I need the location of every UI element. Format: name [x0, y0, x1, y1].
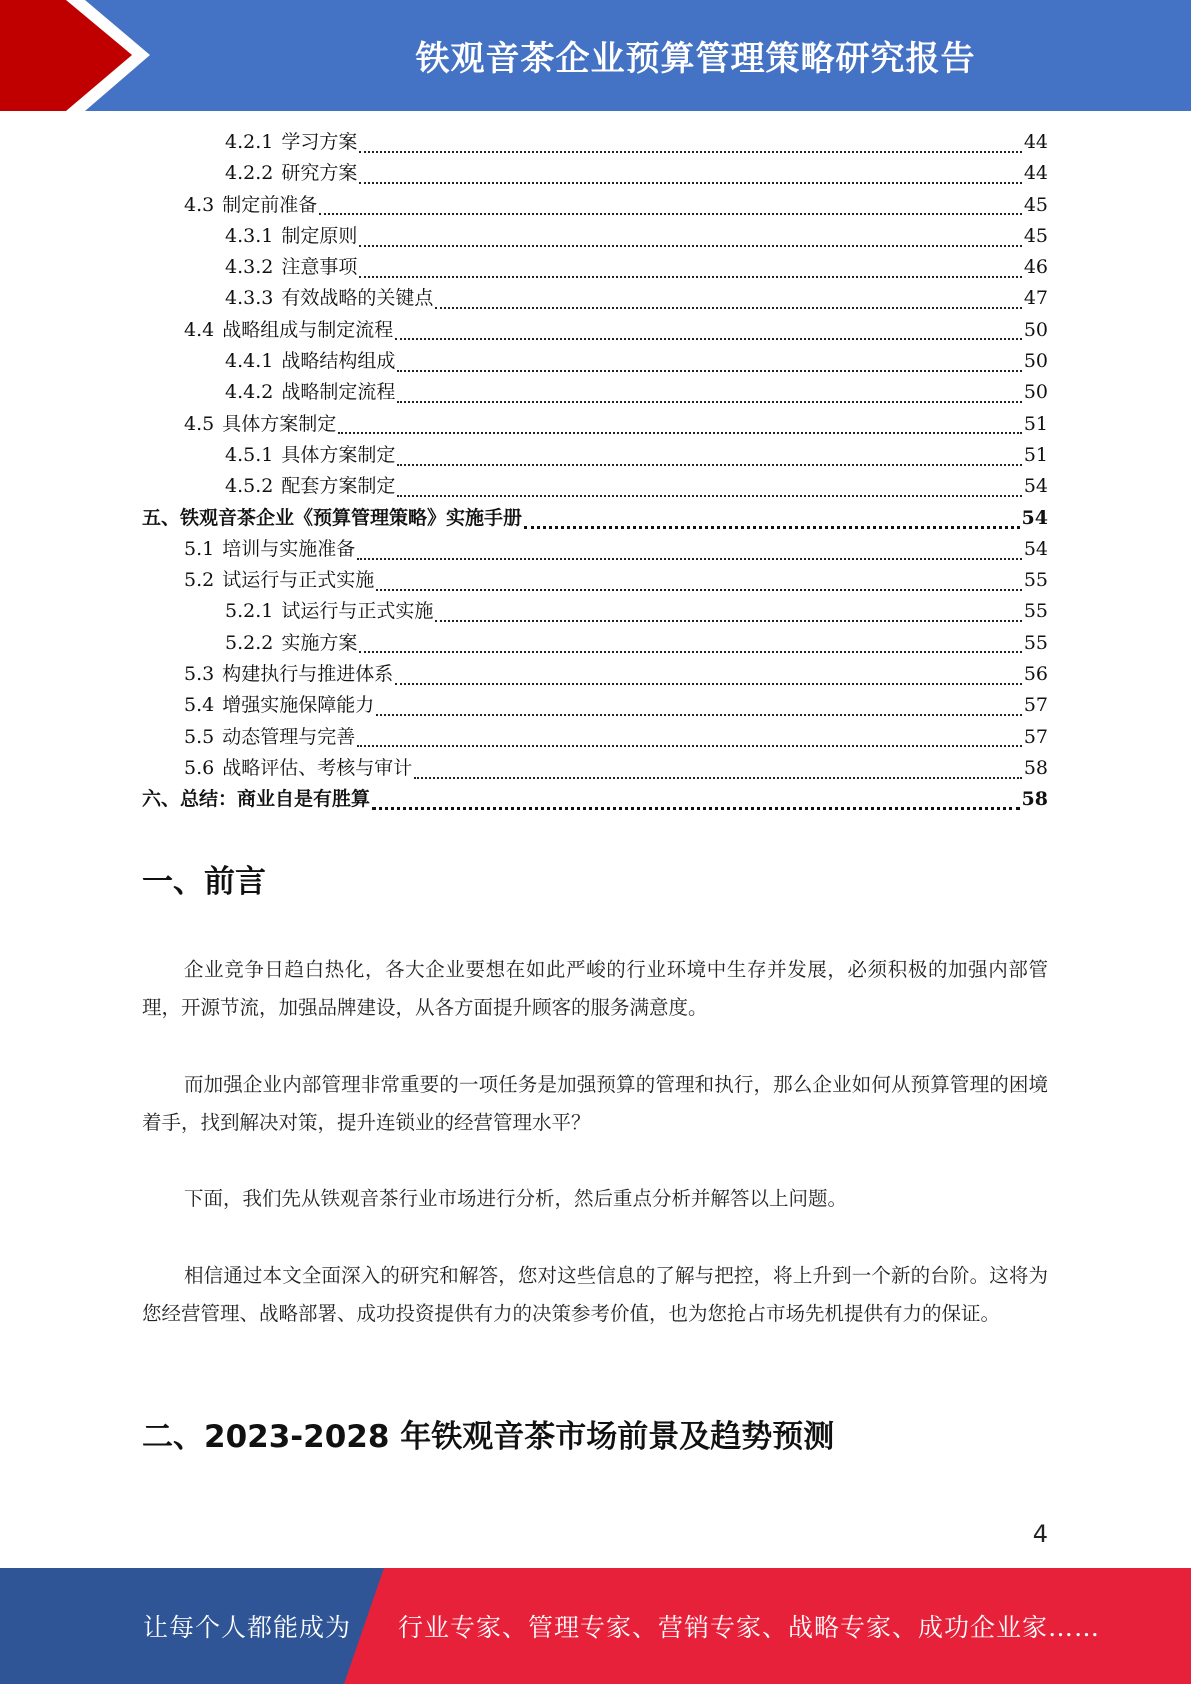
toc-entry-title: 战略结构组成 — [281, 350, 396, 373]
toc-entry-number: 5.2.2 — [225, 631, 274, 654]
toc-entry-title: 战略制定流程 — [281, 381, 396, 404]
toc-leader-dots — [359, 245, 1021, 247]
toc-entry-title: 学习方案 — [281, 131, 358, 153]
paragraph: 相信通过本文全面深入的研究和解答，您对这些信息的了解与把控，将上升到一个新的台阶。这将为您经营管理、战略部署、成功投资提供有力的决策参考价值，也为您抢占市场先机提供有力的保证。 — [142, 1264, 1048, 1325]
toc-entry-title: 战略组成与制定流程 — [222, 318, 394, 341]
toc-entry-number: 六、 — [142, 788, 181, 811]
toc-entry[interactable] — [142, 440, 1048, 471]
toc-entry-title: 制定前准备 — [222, 193, 318, 216]
toc-leader-dots — [319, 213, 1022, 215]
toc-leader-dots — [357, 745, 1022, 747]
toc-leader-dots — [435, 307, 1021, 309]
toc-entry-title: 动态管理与完善 — [222, 725, 356, 748]
toc-entry-page: 51 — [1023, 443, 1048, 466]
toc-entry[interactable] — [142, 628, 1048, 659]
toc-leader-dots — [397, 495, 1021, 497]
paragraph: 下面，我们先从铁观音茶行业市场进行分析，然后重点分析并解答以上问题。 — [184, 1187, 848, 1210]
toc-leader-dots — [395, 683, 1022, 685]
footer-slogan-left: 让每个人都能成为 — [143, 1613, 352, 1642]
page-footer — [0, 1568, 1191, 1684]
toc-entry-page: 44 — [1023, 162, 1048, 185]
toc-entry[interactable] — [142, 127, 1048, 158]
toc-entry-number: 4.3.3 — [225, 287, 274, 310]
toc-entry[interactable] — [142, 534, 1048, 565]
toc-entry-number: 5.1 — [184, 537, 215, 560]
toc-entry[interactable] — [142, 690, 1048, 721]
toc-entry-title: 试运行与正式实施 — [281, 600, 434, 623]
page-number: 4 — [1032, 1520, 1048, 1548]
toc-leader-dots — [359, 651, 1021, 653]
toc-entry-page: 50 — [1023, 318, 1048, 341]
toc-entry-page: 55 — [1023, 600, 1048, 623]
toc-entry-number: 4.3 — [184, 193, 215, 216]
toc-entry-number: 4.5.2 — [225, 475, 274, 498]
toc-entry[interactable] — [142, 409, 1048, 440]
toc-entry-page: 58 — [1023, 756, 1048, 779]
toc-leader-dots — [359, 276, 1021, 278]
section-heading-preface: 一、前言 — [142, 864, 266, 900]
toc-entry-number: 5.2.1 — [225, 600, 274, 623]
toc-entry-page: 45 — [1023, 224, 1048, 247]
toc-entry[interactable] — [142, 221, 1048, 252]
toc-entry[interactable] — [142, 784, 1048, 815]
toc-entry-number: 5.6 — [184, 756, 215, 779]
toc-entry-page: 44 — [1023, 131, 1048, 153]
toc-entry-title: 具体方案制定 — [222, 412, 337, 435]
paragraph: 而加强企业内部管理非常重要的一项任务是加强预算的管理和执行，那么企业如何从预算管理的困境着手，找到解决对策，提升连锁业的经营管理水平？ — [142, 1073, 1048, 1134]
toc-entry-number: 五、 — [142, 506, 181, 529]
toc-entry-page: 54 — [1021, 506, 1048, 529]
toc-entry-number: 4.4 — [184, 318, 215, 341]
toc-entry-title: 配套方案制定 — [281, 475, 396, 498]
toc-leader-dots — [397, 464, 1021, 466]
toc-entry-number: 5.5 — [184, 725, 215, 748]
toc-entry-title: 战略评估、考核与审计 — [222, 756, 413, 779]
toc-entry[interactable] — [142, 503, 1048, 534]
toc-entry-page: 46 — [1023, 256, 1048, 279]
toc-entry-page: 50 — [1023, 350, 1048, 373]
toc-entry-number: 5.3 — [184, 663, 215, 686]
toc-entry[interactable] — [142, 190, 1048, 221]
header-arrow-decoration — [0, 0, 160, 111]
toc-entry-title: 实施方案 — [281, 631, 358, 654]
toc-entry-number: 4.3.2 — [225, 256, 274, 279]
paragraph: 企业竞争日趋白热化，各大企业要想在如此严峻的行业环境中生存并发展，必须积极的加强内部管理，开源节流，加强品牌建设，从各方面提升顾客的服务满意度。 — [142, 958, 1048, 1019]
toc-entry-page: 58 — [1021, 788, 1048, 811]
toc-leader-dots — [414, 777, 1022, 779]
toc-entry-page: 45 — [1023, 193, 1048, 216]
toc-entry-number: 5.2 — [184, 569, 215, 592]
toc-entry-page: 55 — [1023, 631, 1048, 654]
toc-leader-dots — [395, 338, 1022, 340]
toc-entry-title: 增强实施保障能力 — [222, 694, 375, 717]
toc-entry-number: 4.4.1 — [225, 350, 274, 373]
toc-entry-number: 4.5.1 — [225, 443, 274, 466]
toc-entry[interactable] — [142, 471, 1048, 502]
toc-leader-dots — [435, 620, 1021, 622]
toc-leader-dots — [357, 558, 1022, 560]
toc-entry-page: 54 — [1023, 475, 1048, 498]
toc-leader-dots — [338, 432, 1022, 434]
document-title: 铁观音茶企业预算管理策略研究报告 — [415, 39, 976, 79]
page-header — [0, 0, 1191, 111]
toc-entry-number: 4.4.2 — [225, 381, 274, 404]
toc-entry-page: 47 — [1023, 287, 1048, 310]
toc-entry[interactable] — [142, 753, 1048, 784]
toc-entry-title: 试运行与正式实施 — [222, 569, 375, 592]
toc-entry-number: 5.4 — [184, 694, 215, 717]
toc-entry-title: 具体方案制定 — [281, 443, 396, 466]
toc-entry[interactable] — [142, 565, 1048, 596]
toc-entry-title: 制定原则 — [281, 224, 358, 247]
toc-entry-number: 4.2.1 — [225, 131, 274, 153]
toc-entry[interactable] — [142, 659, 1048, 690]
toc-entry-page: 57 — [1023, 725, 1048, 748]
toc-leader-dots — [372, 807, 1020, 810]
toc-entry-page: 51 — [1023, 412, 1048, 435]
toc-leader-dots — [397, 401, 1021, 403]
toc-entry-title: 总结：商业自是有胜算 — [180, 788, 371, 811]
toc-entry-page: 54 — [1023, 537, 1048, 560]
toc-entry-title: 培训与实施准备 — [222, 537, 356, 560]
toc-leader-dots — [359, 151, 1021, 153]
footer-slogan-right: 行业专家、管理专家、营销专家、战略专家、成功企业家…… — [398, 1613, 1101, 1642]
toc-leader-dots — [397, 370, 1021, 372]
toc-entry-number: 4.3.1 — [225, 224, 274, 247]
toc-entry[interactable] — [142, 377, 1048, 408]
toc-entry-title: 注意事项 — [281, 256, 358, 279]
toc-entry-page: 55 — [1023, 569, 1048, 592]
toc-entry-title: 研究方案 — [281, 162, 358, 185]
toc-entry-number: 4.5 — [184, 412, 215, 435]
toc-entry-title: 构建执行与推进体系 — [222, 663, 394, 686]
toc-leader-dots — [376, 714, 1022, 716]
toc-entry[interactable] — [142, 158, 1048, 189]
toc-entry[interactable] — [142, 346, 1048, 377]
toc-leader-dots — [359, 182, 1021, 184]
toc-leader-dots — [376, 589, 1022, 591]
toc-entry-page: 57 — [1023, 694, 1048, 717]
toc-entry-page: 56 — [1023, 663, 1048, 686]
toc-entry-title: 有效战略的关键点 — [281, 287, 434, 310]
toc-entry[interactable] — [142, 722, 1048, 753]
toc-entry-title: 铁观音茶企业《预算管理策略》实施手册 — [180, 506, 523, 529]
toc-entry[interactable] — [142, 283, 1048, 314]
toc-leader-dots — [524, 526, 1020, 529]
toc-entry[interactable] — [142, 315, 1048, 346]
toc-entry-number: 4.2.2 — [225, 162, 274, 185]
toc-entry-page: 50 — [1023, 381, 1048, 404]
toc-entry[interactable] — [142, 252, 1048, 283]
section-heading-forecast: 二、2023-2028 年铁观音茶市场前景及趋势预测 — [142, 1419, 835, 1455]
table-of-contents — [142, 127, 1048, 816]
toc-entry[interactable] — [142, 596, 1048, 627]
